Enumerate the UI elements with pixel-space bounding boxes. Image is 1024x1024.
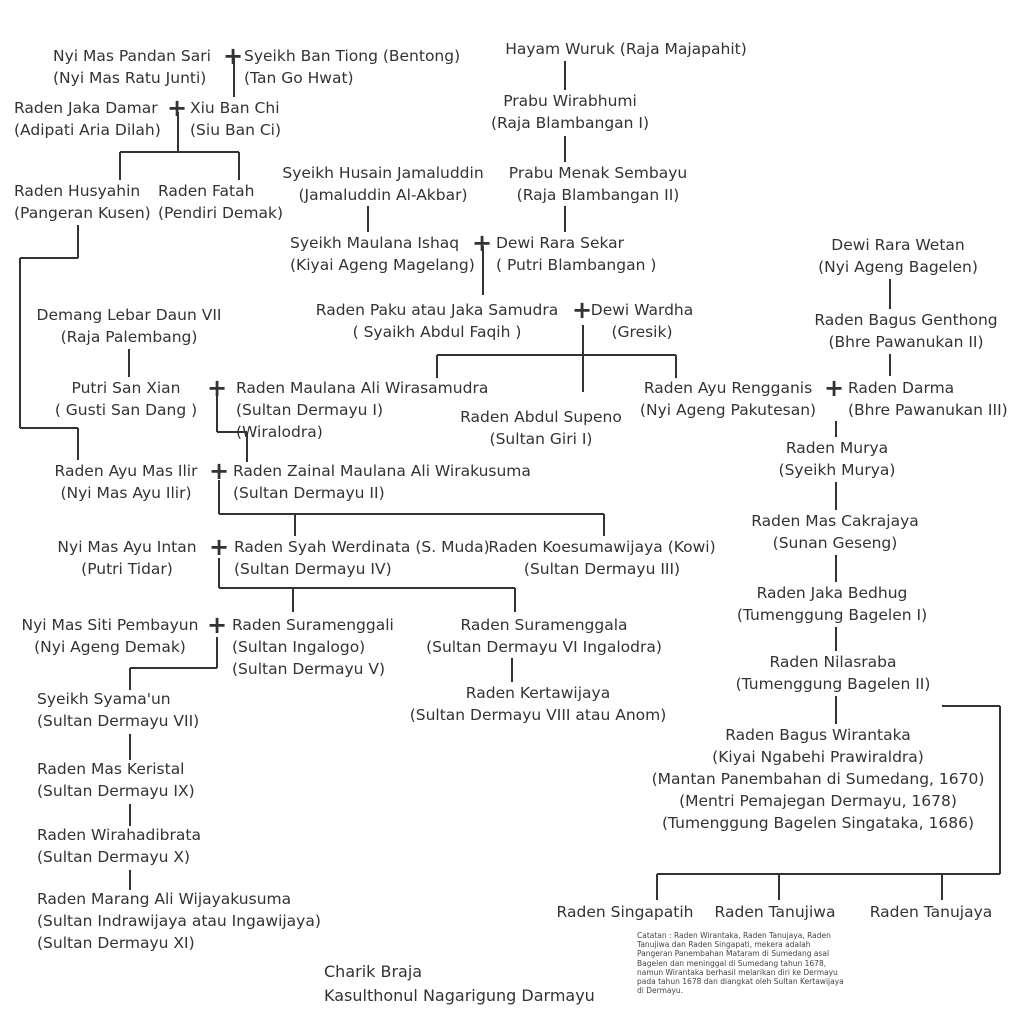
person-line: Demang Lebar Daun VII: [36, 306, 222, 324]
person-wirabhumi: [491, 90, 649, 134]
person-line: (Bhre Pawanukan III): [848, 401, 1008, 419]
person-line: Dewi Rara Wetan: [831, 236, 965, 254]
person-jaka-bedhug: [737, 582, 927, 626]
person-paku: [316, 299, 558, 343]
footnote: Catatan : Raden Wirantaka, Raden Tanujaya, Raden Tanujiwa dan Raden Singapati, mekera adalah Pangeran Panembahan Mataram di Sumedang asal Bagelen dan meninggal di Sumedang tahun 1678, namun Wirantaka berhasil melarikan diri ke Dermayu pada tahun 1678 dan diangkat oleh Sultan Kertawijaya di Dermayu.: [637, 931, 844, 996]
person-line: Nyi Mas Ayu Intan: [57, 538, 197, 556]
person-line: (Sultan Dermayu VI Ingalodra): [426, 638, 662, 656]
person-line: (Nyi Ageng Demak): [34, 638, 186, 656]
person-line: ( Putri Blambangan ): [496, 256, 657, 274]
person-line: Raden Suramenggali: [232, 616, 394, 634]
person-line: (Sultan Dermayu VIII atau Anom): [409, 706, 667, 724]
person-line: (Syeikh Murya): [778, 461, 896, 479]
person-line: (Gresik): [611, 323, 673, 341]
person-line: Nyi Mas Siti Pembayun: [21, 616, 199, 634]
marriage-plus-icon: +: [824, 374, 845, 402]
person-line: Xiu Ban Chi: [190, 99, 280, 117]
person-line: (Siu Ban Ci): [190, 121, 282, 139]
person-lebar-daun: [37, 304, 222, 348]
person-werdinata: [234, 536, 490, 580]
person-fatah: [158, 180, 283, 224]
person-line: Raden Murya: [785, 439, 889, 457]
person-line: (Tan Go Hwat): [244, 69, 354, 87]
person-line: Raden Kertawijaya: [465, 684, 611, 702]
footer-credit: [324, 960, 595, 1008]
person-line: Raden Mas Keristal: [37, 760, 185, 778]
person-line: Raden Koesumawijaya (Kowi): [488, 538, 716, 556]
person-murya: [779, 437, 896, 481]
person-line: (Kiyai Ngabehi Prawiraldra): [712, 748, 924, 766]
person-line: Raden Wirahadibrata: [37, 826, 201, 844]
person-line: Raden Bagus Genthong: [814, 311, 998, 329]
person-line: (Putri Tidar): [81, 560, 173, 578]
person-line: (Mantan Panembahan di Sumedang, 1670): [651, 770, 985, 788]
person-cakrajaya: [751, 510, 919, 554]
person-line: Syeikh Ban Tiong (Bentong): [244, 47, 461, 65]
person-line: (Tumenggung Bagelen II): [735, 675, 931, 693]
person-line: (Pendiri Demak): [158, 204, 284, 222]
marriage-plus-icon: +: [209, 457, 230, 485]
marriage-plus-icon: +: [207, 611, 228, 639]
person-line: Raden Paku atau Jaka Samudra: [315, 301, 559, 319]
person-line: (Sultan Dermayu III): [523, 560, 681, 578]
person-line: Hayam Wuruk (Raja Majapahit): [505, 40, 747, 58]
person-line: (Sultan Dermayu XI): [37, 934, 195, 952]
person-line: (Nyi Ageng Bagelen): [818, 258, 978, 276]
person-line: (Kiyai Ageng Magelang): [290, 256, 475, 274]
person-nilasraba: [736, 651, 931, 695]
person-line: (Nyi Mas Ratu Junti): [53, 69, 207, 87]
person-line: Raden Abdul Supeno: [460, 408, 622, 426]
person-line: Raden Darma: [848, 379, 955, 397]
person-singapatih: [557, 901, 694, 923]
marriage-plus-icon: +: [572, 296, 593, 324]
person-line: (Sultan Indrawijaya atau Ingawijaya): [37, 912, 321, 930]
person-line: Raden Bagus Wirantaka: [725, 726, 911, 744]
person-line: (Sultan Dermayu IX): [37, 782, 195, 800]
person-line: Putri San Xian: [71, 379, 181, 397]
person-line: (Pangeran Kusen): [14, 204, 151, 222]
person-line: (Sunan Geseng): [772, 534, 898, 552]
person-line: Dewi Rara Sekar: [496, 234, 625, 252]
person-tanujiwa: [715, 901, 836, 923]
person-jaka-damar: [14, 97, 161, 141]
person-ban-tiong: [244, 45, 460, 89]
person-line: (Nyi Mas Ayu Ilir): [60, 484, 192, 502]
person-maulana-ishaq: [290, 232, 475, 276]
person-line: Syeikh Maulana Ishaq: [290, 234, 460, 252]
person-menak-sembayu: [509, 162, 687, 206]
person-line: Raden Nilasraba: [769, 653, 897, 671]
person-line: ( Gusti San Dang ): [54, 401, 198, 419]
person-line: Raden Suramenggala: [460, 616, 628, 634]
person-line: Nyi Mas Pandan Sari: [53, 47, 211, 65]
person-rara-wetan: [818, 234, 978, 278]
person-rengganis: [640, 377, 816, 421]
marriage-plus-icon: +: [209, 533, 230, 561]
person-pandan-sari: [53, 45, 211, 89]
person-line: Raden Singapatih: [556, 903, 694, 921]
person-line: Raden Mas Cakrajaya: [751, 512, 919, 530]
person-line: (Raja Palembang): [60, 328, 198, 346]
person-line: (Raja Blambangan II): [516, 186, 680, 204]
person-line: Raden Jaka Bedhug: [756, 584, 908, 602]
person-line: Raden Maulana Ali Wirasamudra: [236, 379, 489, 397]
person-syamaun: [37, 688, 199, 732]
person-line: Raden Zainal Maulana Ali Wirakusuma: [233, 462, 531, 480]
person-wirasamudra: [236, 377, 488, 443]
person-line: (Sultan Dermayu VII): [37, 712, 200, 730]
person-hayam-wuruk: [505, 38, 747, 60]
person-line: Raden Husyahin: [14, 182, 141, 200]
person-darma: [848, 377, 1008, 421]
person-koesumawijaya: [488, 536, 715, 580]
person-line: Raden Tanujiwa: [714, 903, 836, 921]
person-line: (Sultan Dermayu II): [233, 484, 385, 502]
footer-line: Kasulthonul Nagarigung Darmayu: [324, 986, 595, 1005]
person-line: (Mentri Pemajegan Dermayu, 1678): [679, 792, 957, 810]
person-ayu-intan: [57, 536, 196, 580]
person-line: (Wiralodra): [236, 423, 323, 441]
person-line: (Sultan Dermayu V): [232, 660, 386, 678]
person-kertawijaya: [410, 682, 667, 726]
person-line: (Sultan Dermayu IV): [234, 560, 392, 578]
person-line: (Nyi Ageng Pakutesan): [639, 401, 817, 419]
person-line: Raden Syah Werdinata (S. Muda): [234, 538, 490, 556]
person-line: Prabu Wirabhumi: [503, 92, 637, 110]
person-line: (Sultan Dermayu X): [37, 848, 191, 866]
person-keristal: [37, 758, 195, 802]
person-abdul-supeno: [460, 406, 622, 450]
person-mas-ilir: [55, 460, 198, 504]
person-line: (Adipati Aria Dilah): [14, 121, 161, 139]
person-line: Raden Ayu Mas Ilir: [54, 462, 198, 480]
person-line: (Raja Blambangan I): [490, 114, 650, 132]
person-tanujaya: [870, 901, 993, 923]
marriage-plus-icon: +: [223, 42, 244, 70]
person-line: ( Syaikh Abdul Faqih ): [352, 323, 522, 341]
person-wirantaka: [652, 724, 985, 834]
person-line: Prabu Menak Sembayu: [508, 164, 688, 182]
person-line: (Sultan Giri I): [489, 430, 593, 448]
person-line: Raden Ayu Rengganis: [643, 379, 813, 397]
person-line: Syeikh Syama'un: [37, 690, 171, 708]
marriage-plus-icon: +: [472, 229, 493, 257]
person-line: Raden Jaka Damar: [14, 99, 158, 117]
person-line: Syeikh Husain Jamaluddin: [282, 164, 484, 182]
marriage-plus-icon: +: [167, 94, 188, 122]
marriage-plus-icon: +: [207, 374, 228, 402]
person-line: (Tumenggung Bagelen I): [736, 606, 928, 624]
person-wirakusuma: [233, 460, 531, 504]
person-siti-pembayun: [22, 614, 199, 658]
person-husyahin: [14, 180, 151, 224]
footer-line: Charik Braja: [324, 962, 423, 981]
person-line: Dewi Wardha: [590, 301, 694, 319]
person-wardha: [591, 299, 693, 343]
person-suramenggali: [232, 614, 394, 680]
person-marang: [37, 888, 321, 954]
person-line: Raden Fatah: [158, 182, 255, 200]
person-line: (Tumenggung Bagelen Singataka, 1686): [661, 814, 975, 832]
person-san-xian: [55, 377, 197, 421]
person-line: (Sultan Ingalogo): [232, 638, 366, 656]
person-bagus-genthong: [814, 309, 997, 353]
person-husain-jamaluddin: [282, 162, 483, 206]
person-line: (Bhre Pawanukan II): [828, 333, 984, 351]
person-suramenggala: [426, 614, 662, 658]
person-rara-sekar: [496, 232, 656, 276]
person-wirahadibrata: [37, 824, 201, 868]
person-xiu-ban-chi: [190, 97, 281, 141]
person-line: (Jamaluddin Al-Akbar): [298, 186, 468, 204]
person-line: Raden Marang Ali Wijayakusuma: [37, 890, 292, 908]
person-line: Raden Tanujaya: [869, 903, 993, 921]
person-line: (Sultan Dermayu I): [236, 401, 384, 419]
